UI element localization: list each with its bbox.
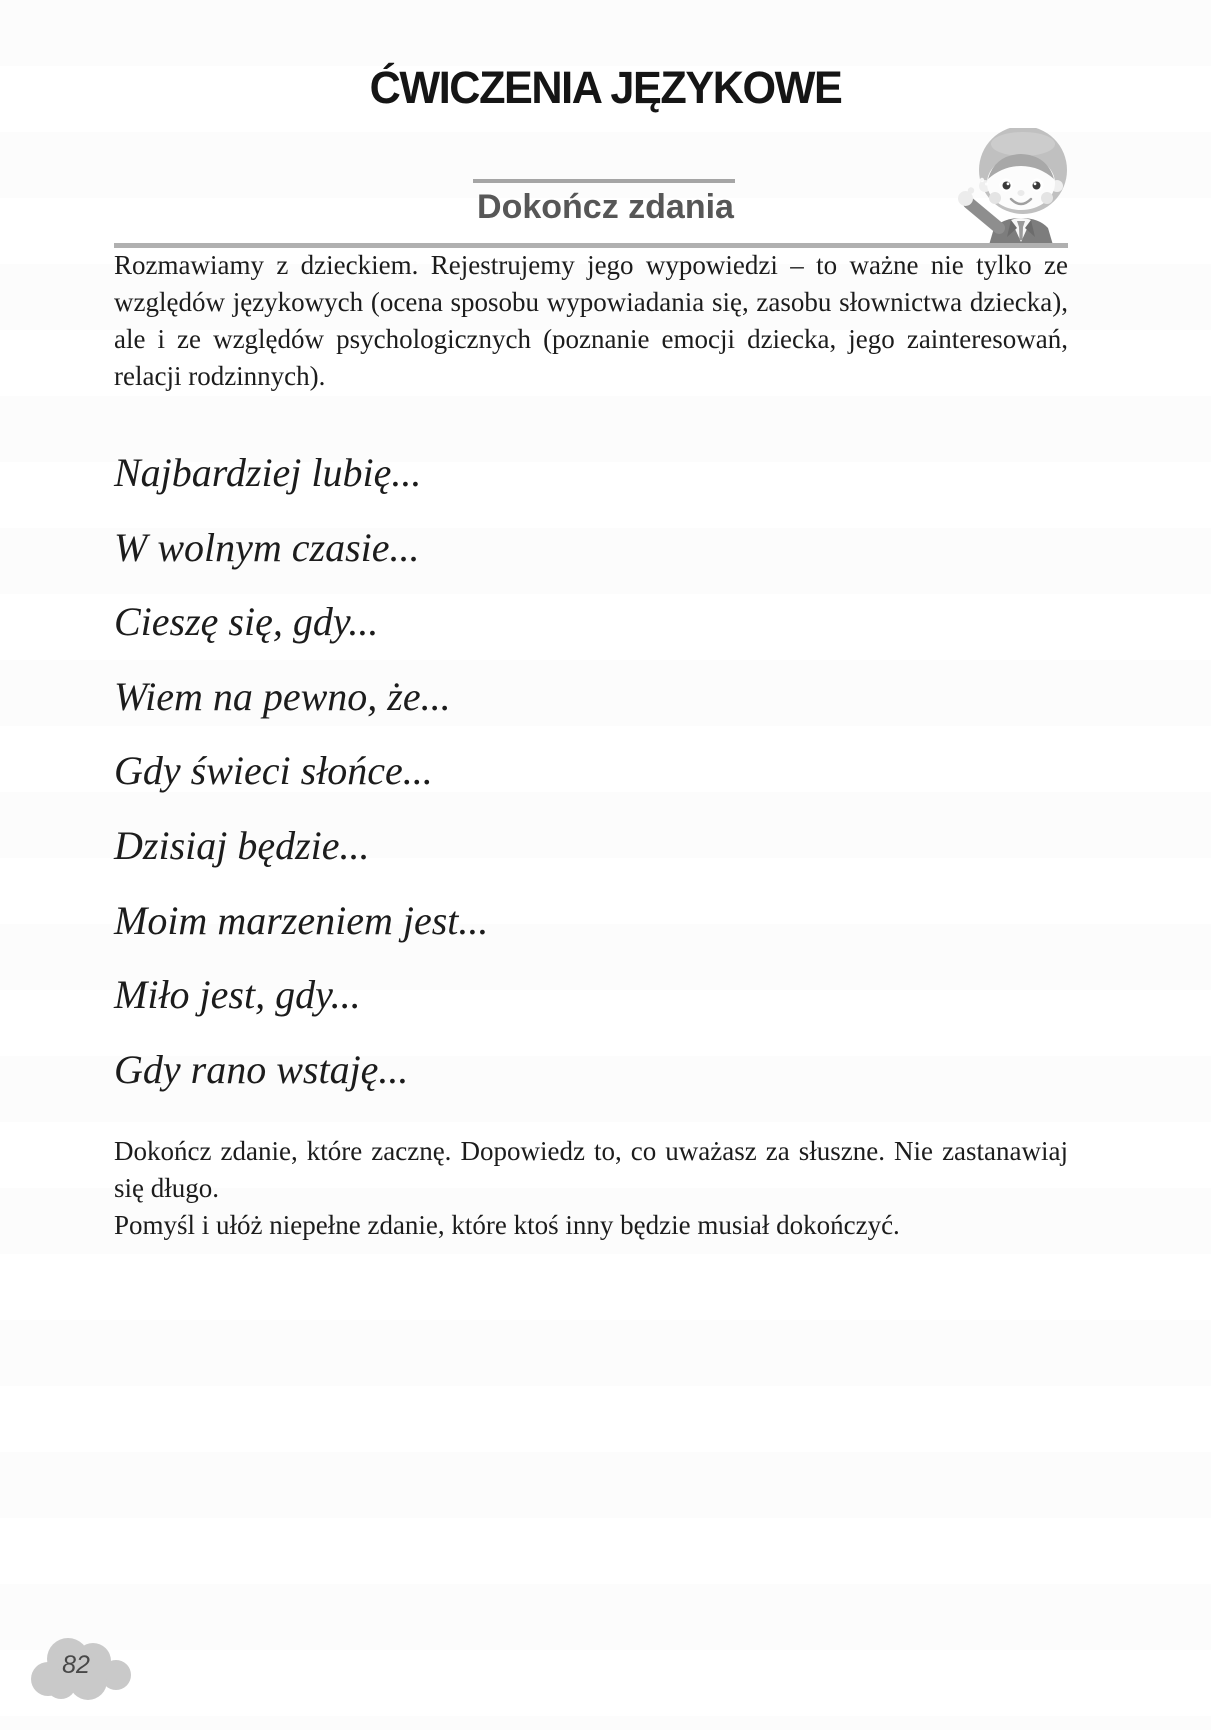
sentence-prompt: W wolnym czasie... [114, 524, 420, 570]
closing-instruction: Pomyśl i ułóż niepełne zdanie, które ktoś inny będzie musiał dokończyć. [114, 1210, 900, 1240]
sentence-prompt: Dzisiaj będzie... [114, 822, 370, 868]
page-number: 82 [62, 1651, 90, 1679]
header-rule [114, 243, 1068, 248]
intro-paragraph: Rozmawiamy z dzieckiem. Rejestrujemy jego wypowiedzi – to ważne nie tylko ze względów językowych (ocena sposobu wypowiadania się, zasobu słownictwa dziecka), ale i ze względów psychologicznych (poznanie emocji dziecka, jego zainteresowań, relacji rodzinnych). [114, 250, 1068, 391]
sentence-prompt: Gdy świeci słońce... [114, 748, 433, 794]
section-subtitle: Dokończ zdania [477, 188, 734, 226]
sentence-prompt: Wiem na pewno, że... [114, 673, 451, 719]
sentence-prompt-list [114, 436, 1068, 1107]
sentence-prompt: Gdy rano wstaję... [114, 1046, 409, 1092]
sentence-prompt: Cieszę się, gdy... [114, 599, 379, 645]
waving-boy-illustration [955, 128, 1072, 245]
sentence-prompt: Najbardziej lubię... [114, 450, 422, 495]
page-title: ĆWICZENIA JĘZYKOWE [369, 62, 842, 113]
closing-instructions [114, 1133, 1068, 1244]
sentence-prompt: Miło jest, gdy... [114, 972, 361, 1018]
subtitle-divider [473, 179, 735, 183]
sentence-prompt: Moim marzeniem jest... [114, 897, 489, 943]
closing-instruction: Dokończ zdanie, które zacznę. Dopowiedz to, co uważasz za słuszne. Nie zastanawiaj się długo. [114, 1136, 1068, 1203]
